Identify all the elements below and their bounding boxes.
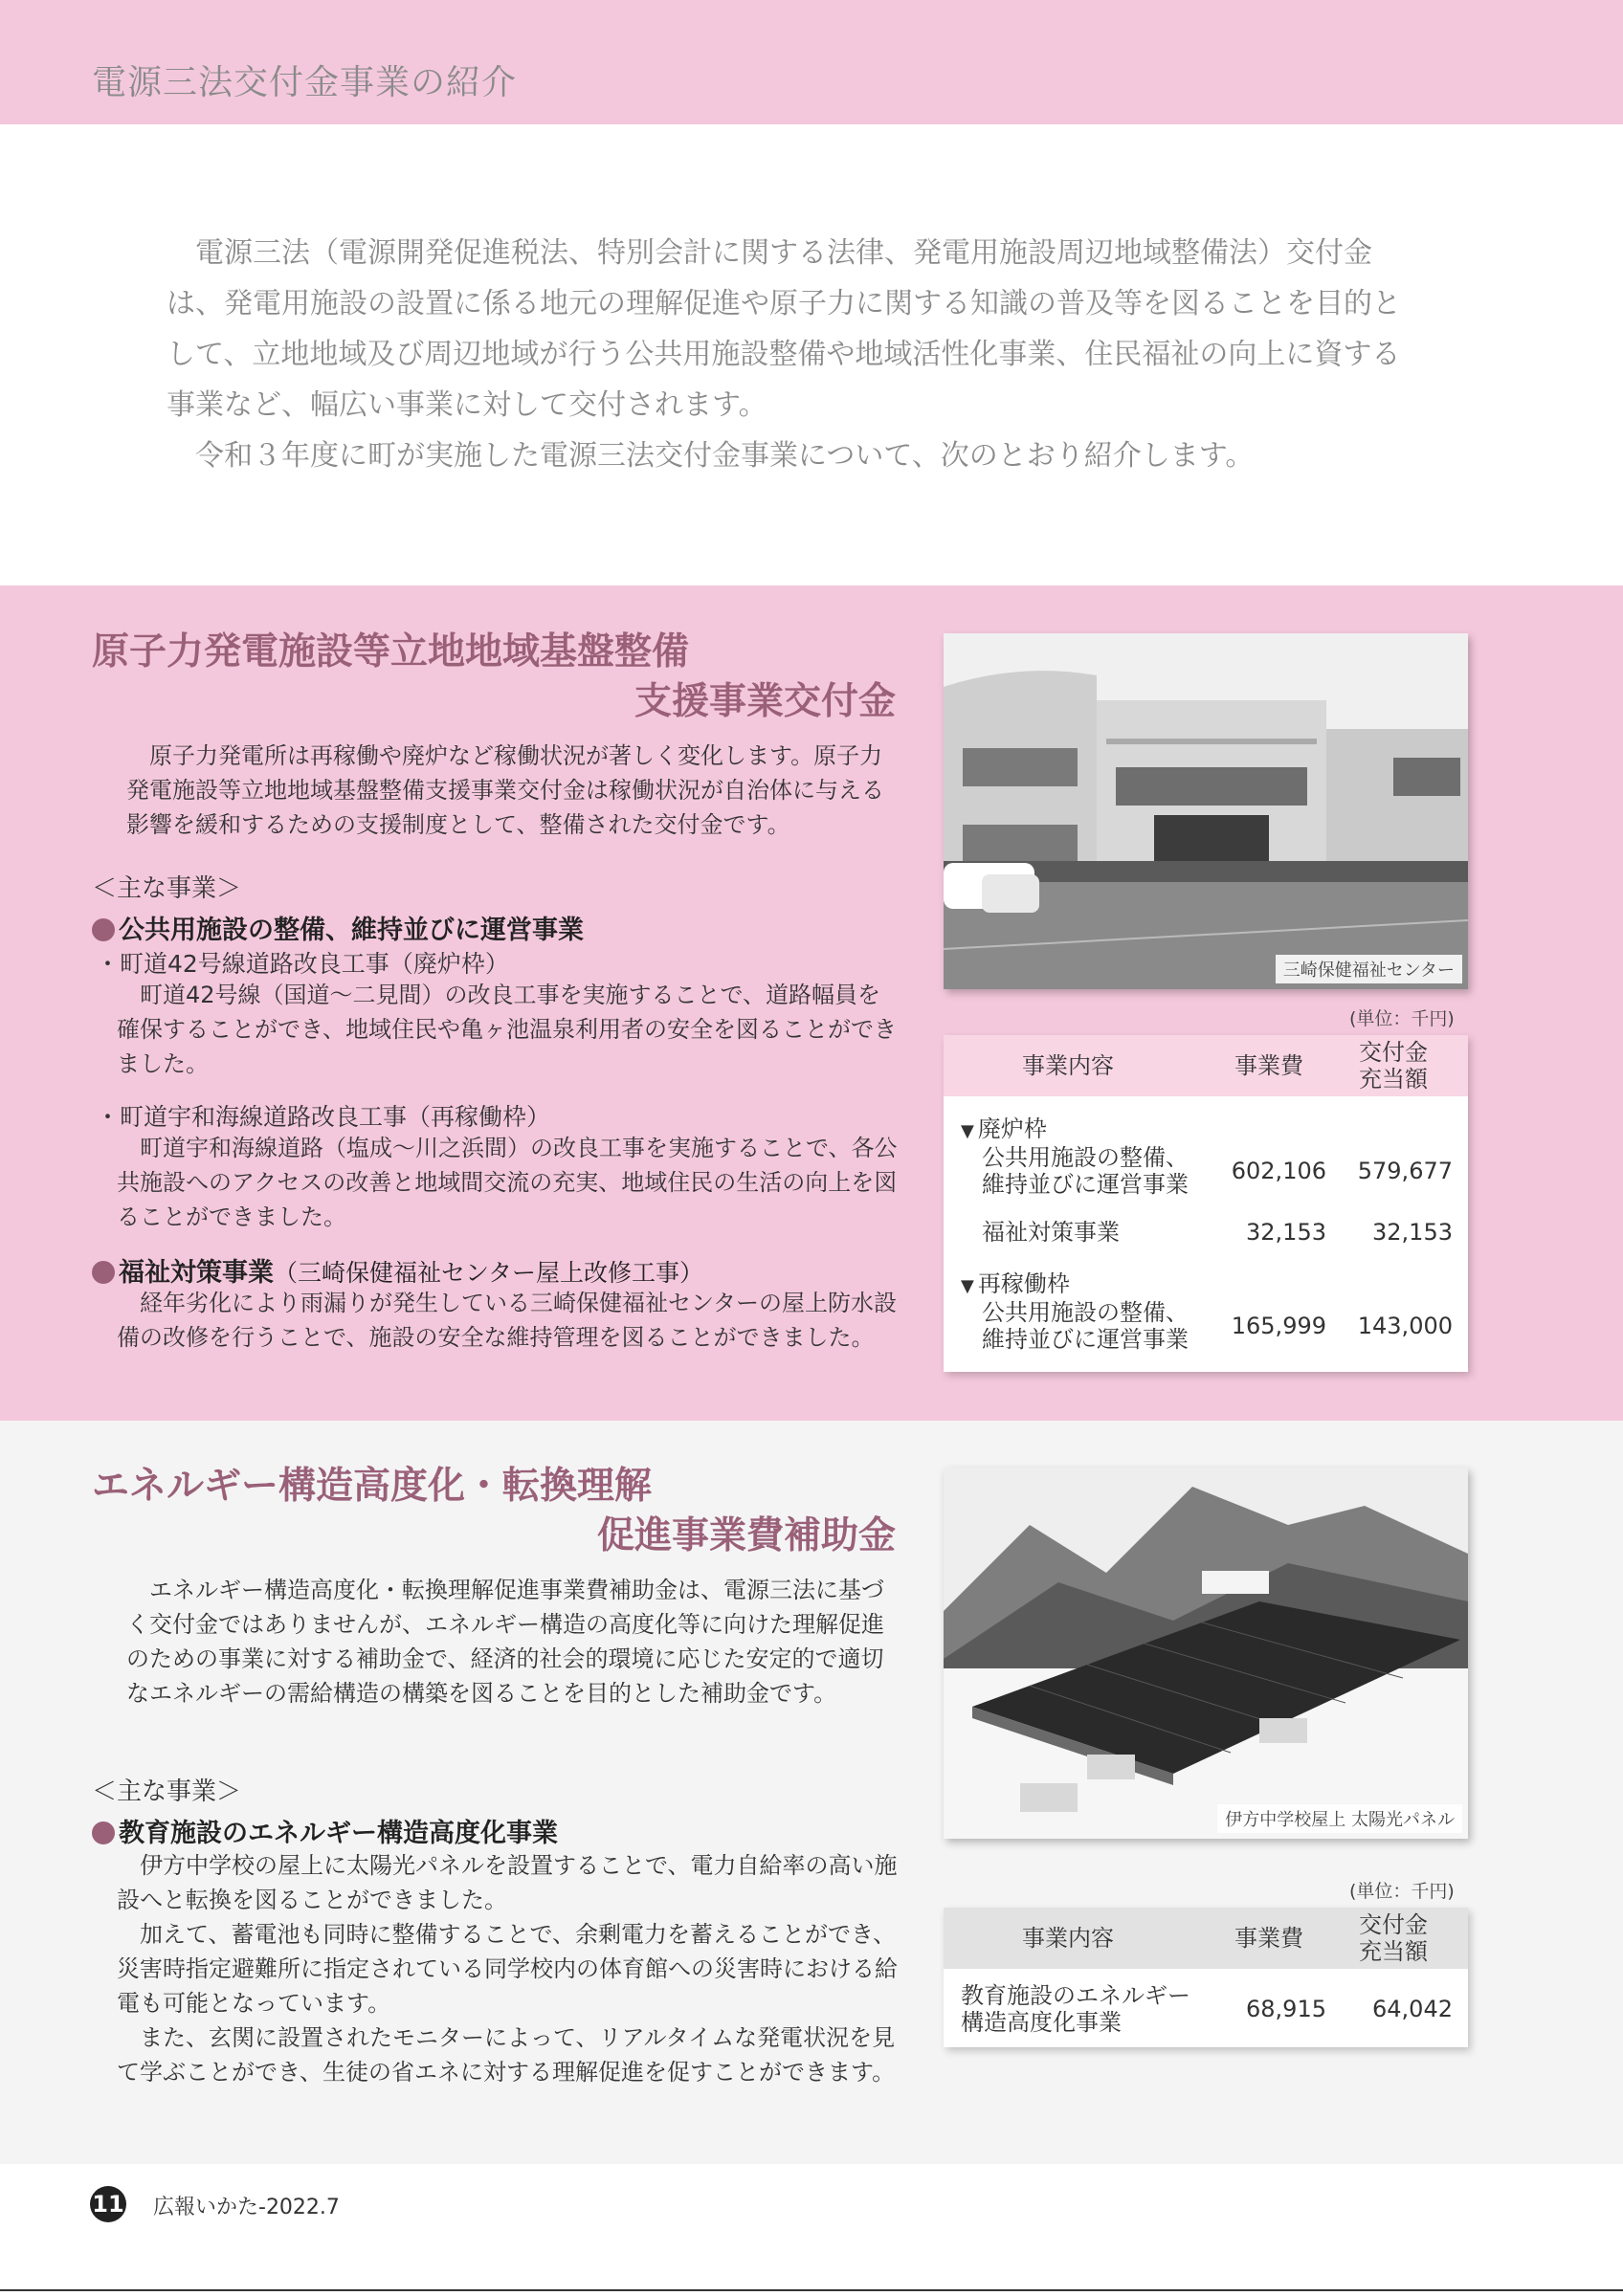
section2-bullet1: 教育施設のエネルギー構造高度化事業 (92, 1812, 558, 1849)
table-row-cost: 602,106 (1231, 1158, 1326, 1184)
intro-text (167, 228, 1401, 481)
table-row-name: 教育施設のエネルギー 構造高度化事業 (961, 1982, 1190, 2036)
intro-paragraph-2: 令和３年度に町が実施した電源三法交付金事業について、次のとおり紹介します。 (195, 439, 1255, 473)
table-group-restart: ▼ 再稼働枠 (961, 1265, 1070, 1298)
section1-item2-text: 町道宇和海線道路（塩成～川之浜間）の改良工事を実施することで、各公共施設へのアクセスの改善と地域間交流の充実、地域住民の生活の向上を図ることができました。 (117, 1135, 898, 1230)
publication-name: 広報いかた-2022.7 (153, 2196, 340, 2219)
section1-item1-title: ・町道42号線道路改良工事（廃炉枠） (96, 950, 509, 978)
section1-photo (944, 633, 1468, 989)
table-row-cost: 32,153 (1246, 1219, 1326, 1246)
section1-title-line2: 支援事業交付金 (634, 680, 896, 723)
section1-item1-text: 町道42号線（国道～二見間）の改良工事を実施することで、道路幅員を確保することができ、地域住民や亀ヶ池温泉利用者の安全を図ることができました。 (117, 982, 898, 1077)
table-row-name: 公共用施設の整備、 維持並びに運営事業 (982, 1144, 1189, 1198)
section1-table (944, 1035, 1468, 1372)
table-row-cost: 165,999 (1231, 1313, 1326, 1339)
section1-main-projects-label: ＜主な事業＞ (92, 874, 242, 903)
section2-title-line1: エネルギー構造高度化・転換理解 (92, 1465, 653, 1508)
table-header-row (944, 1035, 1468, 1096)
page-title: 電源三法交付金事業の紹介 (92, 63, 518, 102)
section2-title (92, 1462, 896, 1561)
bullet-dot-icon (92, 1261, 115, 1284)
section1-title (92, 628, 896, 727)
table-row-cost: 68,915 (1246, 1996, 1326, 2022)
table-row-name: 福祉対策事業 (982, 1219, 1120, 1246)
solar-panel-photo-icon (944, 1468, 1468, 1839)
bullet-dot-icon (92, 918, 115, 941)
section1-unit-label: (単位：千円) (1349, 1008, 1455, 1029)
section2-table (944, 1908, 1468, 2047)
section1-bullet2: 福祉対策事業（三崎保健福祉センター屋上改修工事） (92, 1251, 703, 1289)
page-number-badge: 11 (90, 2186, 126, 2222)
header-grant: 交付金 充当額 (1359, 1039, 1428, 1093)
section2-title-line2: 促進事業費補助金 (596, 1514, 896, 1557)
section2-photo-caption: 伊方中学校屋上 太陽光パネル (1217, 1804, 1462, 1833)
header-grant: 交付金 充当額 (1359, 1911, 1428, 1965)
section1-bullet2-text: 経年劣化により雨漏りが発生している三崎保健福祉センターの屋上防水設備の改修を行うことで、施設の安全な維持管理を図ることができました。 (117, 1290, 898, 1351)
header-project: 事業内容 (1022, 1052, 1114, 1079)
header-cost: 事業費 (1234, 1052, 1303, 1079)
table-row-grant: 32,153 (1372, 1219, 1453, 1246)
table-row-grant: 143,000 (1357, 1313, 1453, 1339)
header-project: 事業内容 (1022, 1925, 1114, 1952)
bullet-dot-icon (92, 1821, 115, 1844)
section2-unit-label: (単位：千円) (1349, 1881, 1455, 1902)
table-group-decommission: ▼ 廃炉枠 (961, 1110, 1047, 1143)
section2-text: 伊方中学校の屋上に太陽光パネルを設置することで、電力自給率の高い施設へと転換を図ることができました。 加えて、蓄電池も同時に整備することで、余剰電力を蓄えることができ、災害時指定避難所に指定されている同学校内の体育館への災害時における給電も可能となっています。 また、玄関に設置されたモニターによって、リアルタイムな発電状況を見て学ぶことができ、生徒の省エネに対する理解促進を促すことができます。 (117, 1852, 898, 2086)
table-header-row (944, 1908, 1468, 1969)
section1-title-line1: 原子力発電施設等立地地域基盤整備 (92, 630, 690, 673)
table-row-grant: 64,042 (1372, 1996, 1453, 2022)
header-cost: 事業費 (1234, 1925, 1303, 1952)
intro-paragraph-1: 電源三法（電源開発促進税法、特別会計に関する法律、発電用施設周辺地域整備法）交付金は、発電用施設の設置に係る地元の理解促進や原子力に関する知識の普及等を図ることを目的として、立地地域及び周辺地域が行う公共用施設整備や地域活性化事業、住民福祉の向上に資する事業など、幅広い事業に対して交付されます。 (167, 236, 1401, 422)
section1-description: 原子力発電所は再稼働や廃炉など稼働状況が著しく変化します。原子力発電施設等立地地域基盤整備支援事業交付金は稼働状況が自治体に与える影響を緩和するための支援制度として、整備された交付金です。 (126, 742, 884, 838)
table-row-grant: 579,677 (1357, 1158, 1453, 1184)
section2-description: エネルギー構造高度化・転換理解促進事業費補助金は、電源三法に基づく交付金ではありませんが、エネルギー構造の高度化等に向けた理解促進のための事業に対する補助金で、経済的社会的環境に応じた安定的で適切なエネルギーの需給構造の構築を図ることを目的とした補助金です。 (126, 1577, 884, 1707)
section1-item2-title: ・町道宇和海線道路改良工事（再稼働枠） (96, 1103, 551, 1131)
table-row-name: 公共用施設の整備、 維持並びに運営事業 (982, 1299, 1189, 1353)
section2-photo (944, 1468, 1468, 1839)
footer-divider (0, 2289, 1623, 2291)
welfare-center-photo-icon (944, 633, 1468, 989)
section1-photo-caption: 三崎保健福祉センター (1276, 955, 1462, 983)
section1-bullet1: 公共用施設の整備、維持並びに運営事業 (92, 909, 584, 946)
section2-main-projects-label: ＜主な事業＞ (92, 1777, 242, 1806)
